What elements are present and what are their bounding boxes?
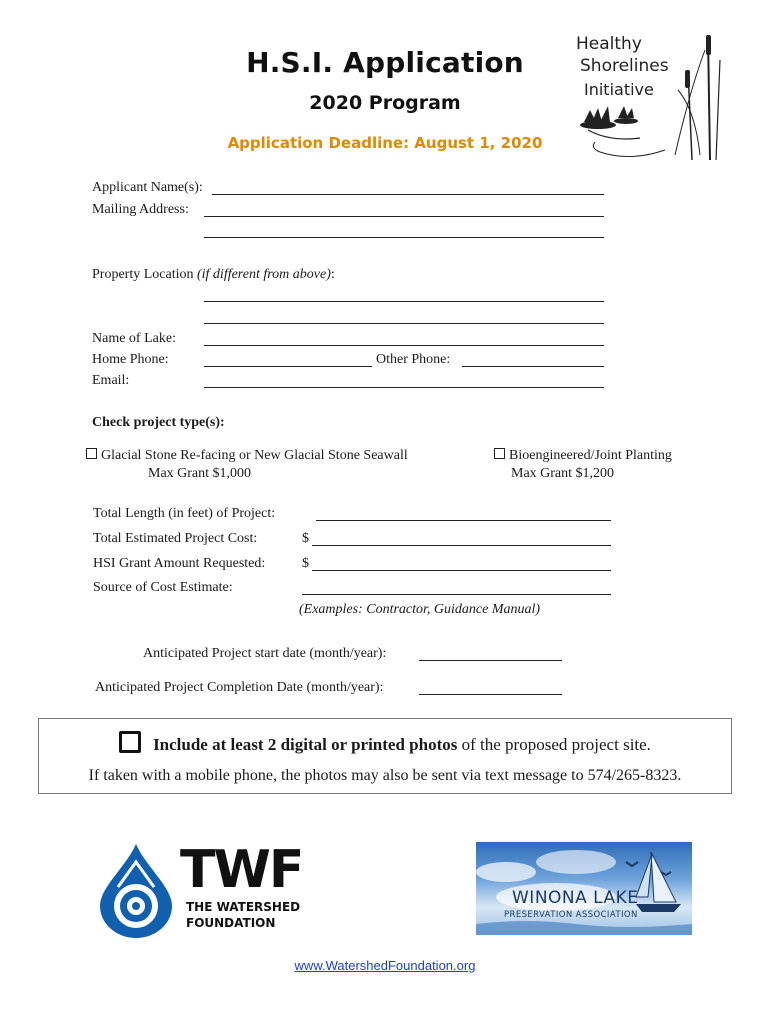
bioengineered-checkbox[interactable]	[494, 448, 505, 459]
completion-date-field[interactable]	[419, 694, 562, 695]
mailing-address-label: Mailing Address:	[92, 202, 189, 217]
start-date-field[interactable]	[419, 660, 562, 661]
option-bioengineered[interactable]	[494, 448, 672, 464]
lake-name-label: Name of Lake:	[92, 331, 176, 346]
grant-requested-currency: $	[302, 556, 309, 571]
cost-source-examples: (Examples: Contractor, Guidance Manual)	[299, 602, 541, 617]
program-year: 2020 Program	[309, 92, 461, 114]
hsi-logo-word3: Initiative	[584, 80, 654, 99]
photo-checkbox[interactable]	[119, 731, 141, 753]
applicant-name-field[interactable]	[212, 194, 604, 195]
winona-lake-name: WINONA LAKE	[512, 888, 639, 908]
other-phone-field[interactable]	[462, 366, 604, 367]
watershed-foundation-link[interactable]: www.WatershedFoundation.org	[294, 958, 476, 973]
total-cost-label: Total Estimated Project Cost:	[93, 531, 258, 546]
email-field[interactable]	[204, 387, 604, 388]
cost-source-field[interactable]	[302, 594, 611, 595]
applicant-name-label: Applicant Name(s):	[92, 180, 203, 195]
hsi-logo-word1: Healthy	[576, 34, 642, 54]
lake-name-field[interactable]	[204, 345, 604, 346]
option-glacial-stone[interactable]	[86, 448, 408, 464]
photo-instructions-box	[38, 718, 732, 794]
total-length-label: Total Length (in feet) of Project:	[93, 506, 276, 521]
winona-lake-subtitle: PRESERVATION ASSOCIATION	[504, 910, 638, 920]
twf-logo	[96, 842, 316, 942]
property-location-note: (if different from above)	[196, 267, 331, 282]
twf-name-line2: FOUNDATION	[186, 916, 276, 930]
property-location-colon: :	[330, 267, 335, 282]
winona-lake-logo	[476, 842, 692, 935]
hsi-logo	[570, 30, 730, 165]
photo-requirement	[39, 731, 731, 755]
home-phone-field[interactable]	[204, 366, 372, 367]
glacial-stone-max-grant: Max Grant $1,000	[148, 466, 252, 481]
mailing-address-field[interactable]	[204, 216, 604, 217]
application-deadline: Application Deadline: August 1, 2020	[227, 134, 543, 152]
total-cost-field[interactable]	[312, 545, 611, 546]
property-location-label	[92, 267, 335, 283]
mobile-photo-note: If taken with a mobile phone, the photos may also be sent via text message to 574/265-8323.	[88, 767, 682, 784]
email-label: Email:	[92, 373, 130, 388]
photo-requirement-bold: Include at least 2 digital or printed photos	[153, 735, 458, 754]
total-cost-currency: $	[302, 531, 309, 546]
cost-source-label: Source of Cost Estimate:	[93, 580, 233, 595]
property-location-text: Property Location	[92, 267, 194, 282]
bioengineered-label: Bioengineered/Joint Planting	[509, 448, 672, 463]
grant-requested-field[interactable]	[312, 570, 611, 571]
form-title: H.S.I. Application	[246, 46, 524, 79]
project-type-heading: Check project type(s):	[92, 415, 225, 430]
water-drop-icon	[96, 842, 176, 940]
glacial-stone-checkbox[interactable]	[86, 448, 97, 459]
photo-requirement-rest: of the proposed project site.	[457, 735, 651, 754]
bioengineered-max-grant: Max Grant $1,200	[511, 466, 615, 481]
property-location-field[interactable]	[204, 301, 604, 302]
twf-wordmark: TWF	[180, 840, 303, 900]
twf-name-line1: THE WATERSHED	[186, 900, 301, 914]
start-date-label: Anticipated Project start date (month/year):	[143, 646, 387, 661]
completion-date-label: Anticipated Project Completion Date (month/year):	[95, 680, 384, 695]
mailing-address-field-2[interactable]	[204, 237, 604, 238]
hsi-logo-word2: Shorelines	[580, 56, 669, 76]
home-phone-label: Home Phone:	[92, 352, 169, 367]
property-location-field-2[interactable]	[204, 323, 604, 324]
grant-requested-label: HSI Grant Amount Requested:	[93, 556, 266, 571]
total-length-field[interactable]	[316, 520, 611, 521]
glacial-stone-label: Glacial Stone Re-facing or New Glacial Stone Seawall	[101, 448, 408, 463]
other-phone-label: Other Phone:	[376, 352, 451, 367]
